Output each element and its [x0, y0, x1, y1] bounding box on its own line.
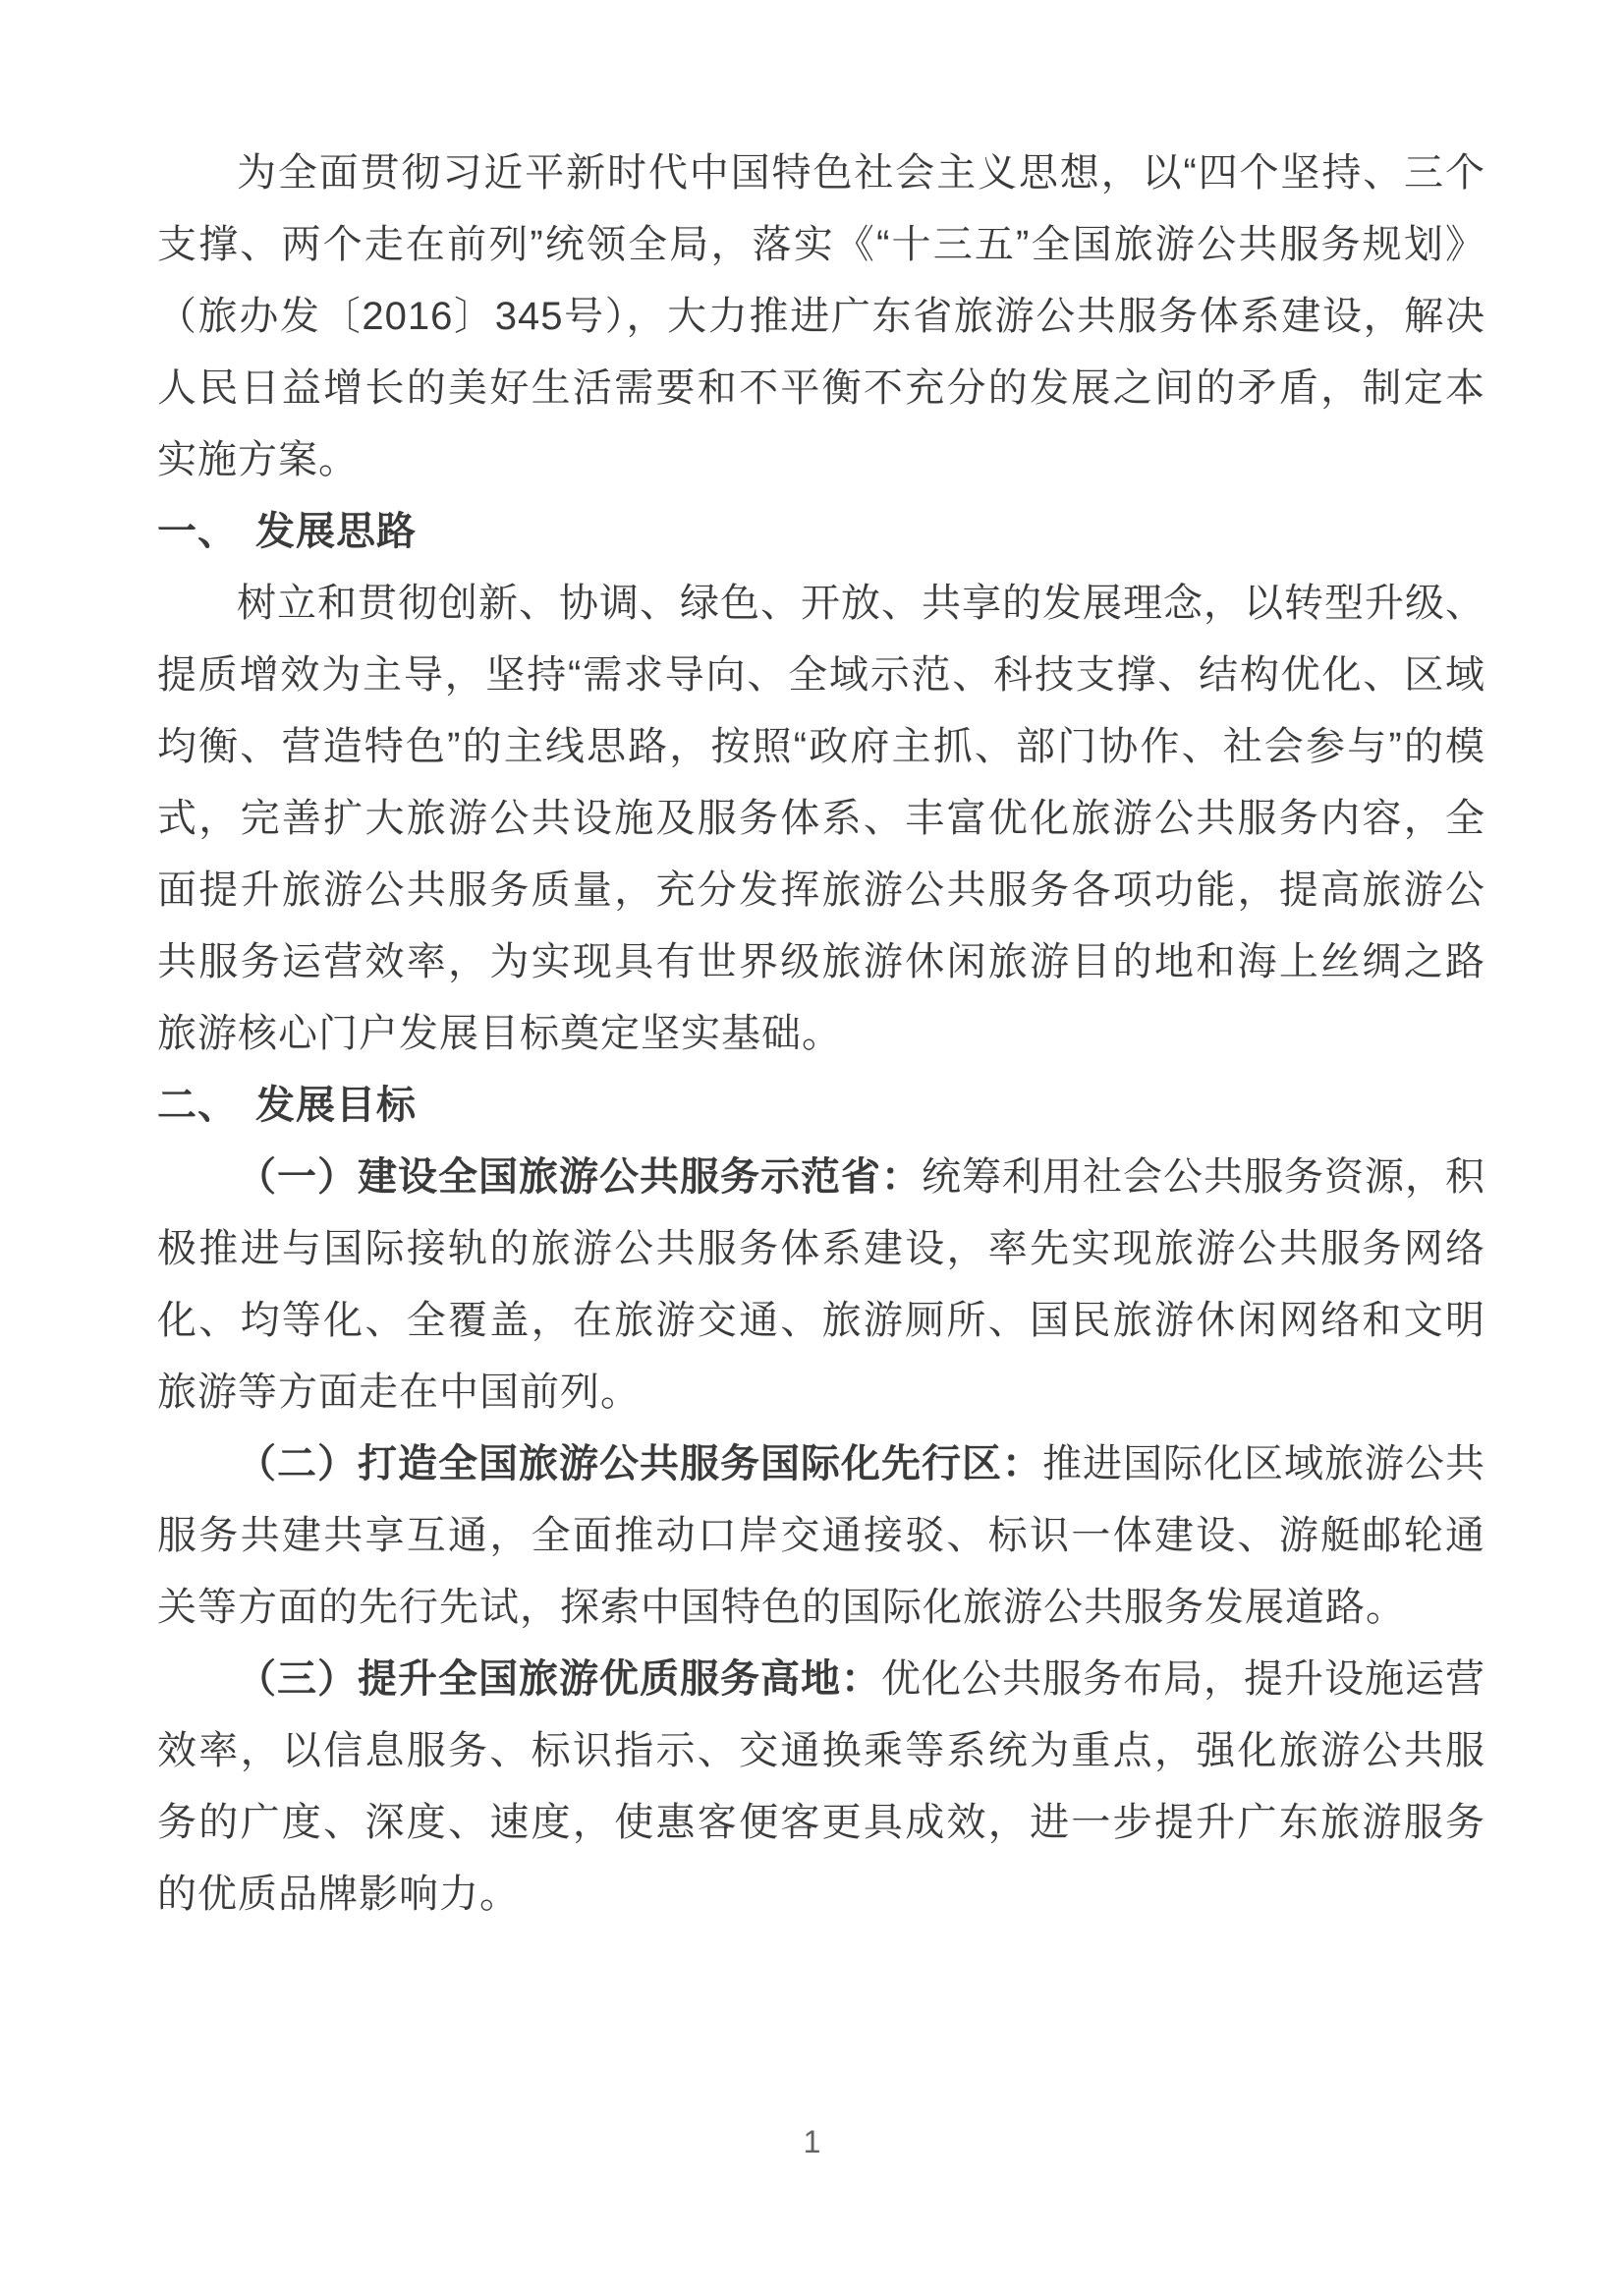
- section-2-number: 二、: [157, 1084, 238, 1127]
- goal-item-1-body: 统筹利用社会公共服务资源，积极推进与国际接轨的旅游公共服务体系建设，率先实现旅游公共服务网络化、均等化、全覆盖，在旅游交通、旅游厕所、国民旅游休闲网络和文明旅游等方面走在中国前列。: [157, 1155, 1485, 1414]
- section-1-heading: [157, 496, 1485, 568]
- document-body: [157, 138, 1485, 1931]
- section-2-heading: [157, 1070, 1485, 1142]
- goal-item-2-paragraph: [157, 1428, 1485, 1644]
- goal-item-2-body: 推进国际化区域旅游公共服务共建共享互通，全面推动口岸交通接驳、标识一体建设、游艇邮轮通关等方面的先行先试，探索中国特色的国际化旅游公共服务发展道路。: [157, 1442, 1485, 1629]
- goal-item-2-lead: （二）打造全国旅游公共服务国际化先行区：: [237, 1442, 1042, 1485]
- goal-item-1-paragraph: [157, 1142, 1485, 1428]
- goal-item-1-lead: （一）建设全国旅游公共服务示范省：: [237, 1155, 922, 1199]
- goal-item-3-body: 优化公共服务布局，提升设施运营效率，以信息服务、标识指示、交通换乘等系统为重点，强化旅游公共服务的广度、深度、速度，使惠客便客更具成效，进一步提升广东旅游服务的优质品牌影响力。: [157, 1657, 1485, 1916]
- section-1-body-paragraph: 树立和贯彻创新、协调、绿色、开放、共享的发展理念，以转型升级、提质增效为主导，坚持“需求导向、全域示范、科技支撑、结构优化、区域均衡、营造特色”的主线思路，按照“政府主抓、部门协作、社会参与”的模式，完善扩大旅游公共设施及服务体系、丰富优化旅游公共服务内容，全面提升旅游公共服务质量，充分发挥旅游公共服务各项功能，提高旅游公共服务运营效率，为实现具有世界级旅游休闲旅游目的地和海上丝绸之路旅游核心门户发展目标奠定坚实基础。: [157, 582, 1485, 1055]
- page-number: 1: [803, 2124, 821, 2159]
- section-1-number: 一、: [157, 510, 238, 553]
- goal-item-3-paragraph: [157, 1644, 1485, 1931]
- section-1-title: 发展思路: [255, 510, 417, 553]
- section-2-title: 发展目标: [255, 1084, 417, 1127]
- intro-paragraph: 为全面贯彻习近平新时代中国特色社会主义思想，以“四个坚持、三个支撑、两个走在前列”统领全局，落实《“十三五”全国旅游公共服务规划》（旅办发〔2016〕345号），大力推进广东省旅游公共服务体系建设，解决人民日益增长的美好生活需要和不平衡不充分的发展之间的矛盾，制定本实施方案。: [157, 151, 1485, 481]
- goal-item-3-lead: （三）提升全国旅游优质服务高地：: [237, 1657, 881, 1701]
